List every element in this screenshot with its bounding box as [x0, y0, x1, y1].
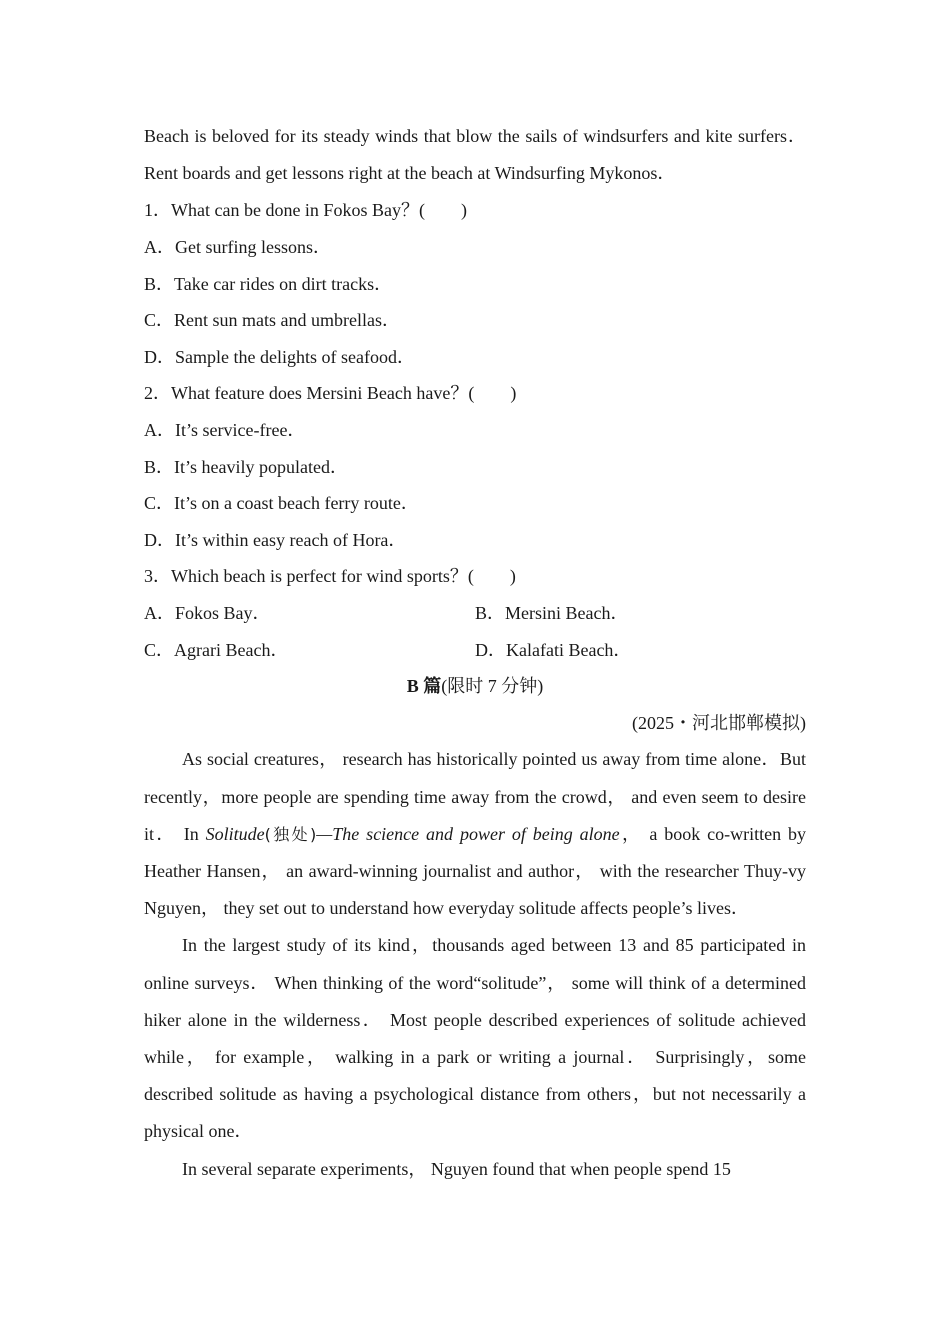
question-1-option-c: C．Rent sun mats and umbrellas．: [144, 310, 400, 331]
passage-a-ending: Beach is beloved for its steady winds that blow the sails of windsurfers and kite surfers．Rent boards and get lessons right at the beach at Windsurfing Mykonos．: [144, 126, 806, 184]
question-1-stem: 1．What can be done in Fokos Bay？( ): [144, 200, 467, 221]
p1-text-end: ， a book co-written by Heather Hansen， an award-winning journalist and author， with the researcher Thuy-vy Nguyen， they set out to understand how everyday solitude affects people’s lives．: [144, 823, 806, 919]
passage-b-paragraph-3: In several separate experiments， Nguyen found that when people spend 15: [182, 1158, 731, 1179]
section-b-label: B 篇: [406, 676, 442, 697]
passage-b-paragraph-2: In the largest study of its kind，thousands aged between 13 and 85 participated in online surveys． When thinking of the word“solitude”， some will think of a determined hiker alone in the wilderness． Most people described experiences of solitude achieved while， for example， walking in a park or writing a journal． Surprisingly，some described solitude as having a psychological distance from others，but not necessarily a physical one．: [144, 935, 806, 1142]
question-1-option-d: D．Sample the delights of seafood．: [144, 346, 415, 367]
question-3-option-c: C．Agrari Beach．: [144, 639, 289, 660]
question-2-option-a: A．It’s service-free．: [144, 419, 306, 440]
p1-text-start: As social creatures， research has historically pointed us away from time alone．But recently，more people are spending time away from the crowd， and even seem to desire it． In: [144, 749, 806, 844]
question-3-options-row-2: [144, 632, 806, 669]
question-1-option-a: A．Get surfing lessons．: [144, 237, 331, 257]
passage-b-paragraph-1: [144, 741, 806, 927]
document-page: [144, 118, 806, 1188]
question-2-stem: 2．What feature does Mersini Beach have？( ): [144, 383, 517, 404]
question-3-stem: 3．Which beach is perfect for wind sports？( ): [144, 566, 516, 587]
section-b-title: [144, 668, 806, 705]
question-2-option-b: B．It’s heavily populated．: [144, 456, 348, 477]
section-b-source: (2025・河北邯郸模拟): [632, 712, 806, 733]
question-1-option-b: B．Take car rides on dirt tracks．: [144, 273, 393, 294]
book-title: Solitude: [205, 823, 265, 844]
book-title-chinese: (独处): [264, 824, 317, 844]
book-subtitle: —The science and power of being alone: [316, 823, 620, 844]
question-2-option-c: C．It’s on a coast beach ferry route．: [144, 493, 419, 514]
question-3-option-a: A．Fokos Bay．: [144, 602, 271, 623]
question-3-option-d: D．Kalafati Beach．: [475, 639, 632, 660]
question-3-options-row-1: [144, 595, 806, 632]
question-3-option-b: B．Mersini Beach．: [475, 602, 629, 623]
section-b-time-limit: (限时 7 分钟): [441, 676, 544, 697]
question-2-option-d: D．It’s within easy reach of Hora．: [144, 529, 407, 550]
